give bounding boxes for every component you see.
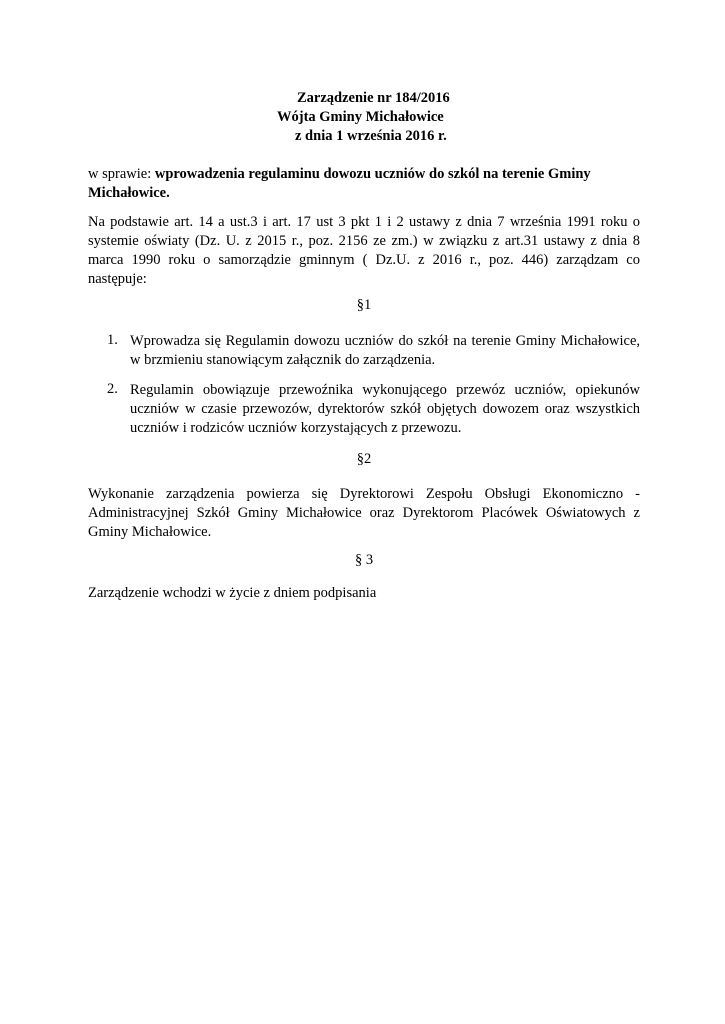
subject-prefix: w sprawie: — [88, 166, 155, 182]
ordinance-number: Zarządzenie nr 184/2016 — [297, 90, 450, 106]
section-1-heading: §1 — [356, 297, 372, 313]
issuer-title: Wójta Gminy Michałowice — [277, 109, 444, 125]
section-3-text: Zarządzenie wchodzi w życie z dniem podpisania — [88, 585, 377, 601]
section-2-heading: §2 — [356, 451, 372, 467]
list-item-1-text: Wprowadza się Regulamin dowozu uczniów do szkół na terenie Gminy Michałowice, w brzmieniu stanowiącym załącznik do zarządzenia. — [130, 333, 640, 368]
ordinance-date: z dnia 1 września 2016 r. — [295, 128, 447, 144]
list-item-2-number: 2. — [107, 381, 118, 397]
subject-text: wprowadzenia regulaminu dowozu uczniów do szkól na terenie Gminy Michałowice. — [88, 166, 591, 201]
subject — [88, 165, 608, 203]
list-item-1-number: 1. — [107, 332, 118, 348]
list-item-2-text: Regulamin obowiązuje przewoźnika wykonującego przewóz uczniów, opiekunów uczniów w czasie przewozów, dyrektorów szkół objętych dowozem oraz wszystkich uczniów i rodziców uczniów korzystających z przewozu. — [130, 382, 640, 436]
section-2-text: Wykonanie zarządzenia powierza się Dyrektorowi Zespołu Obsługi Ekonomiczno - Administracyjnej Szkół Gminy Michałowice oraz Dyrektorom Placówek Oświatowych z Gminy Michałowice. — [88, 486, 640, 540]
legal-basis: Na podstawie art. 14 a ust.3 i art. 17 ust 3 pkt 1 i 2 ustawy z dnia 7 września 1991 roku o systemie oświaty (Dz. U. z 2015 r., poz. 2156 ze zm.) w związku z art.31 ustawy z dnia 8 marca 1990 roku o samorządzie gminnym ( Dz.U. z 2016 r., poz. 446) zarządzam co następuje: — [88, 214, 640, 287]
section-3-heading: § 3 — [354, 552, 374, 568]
